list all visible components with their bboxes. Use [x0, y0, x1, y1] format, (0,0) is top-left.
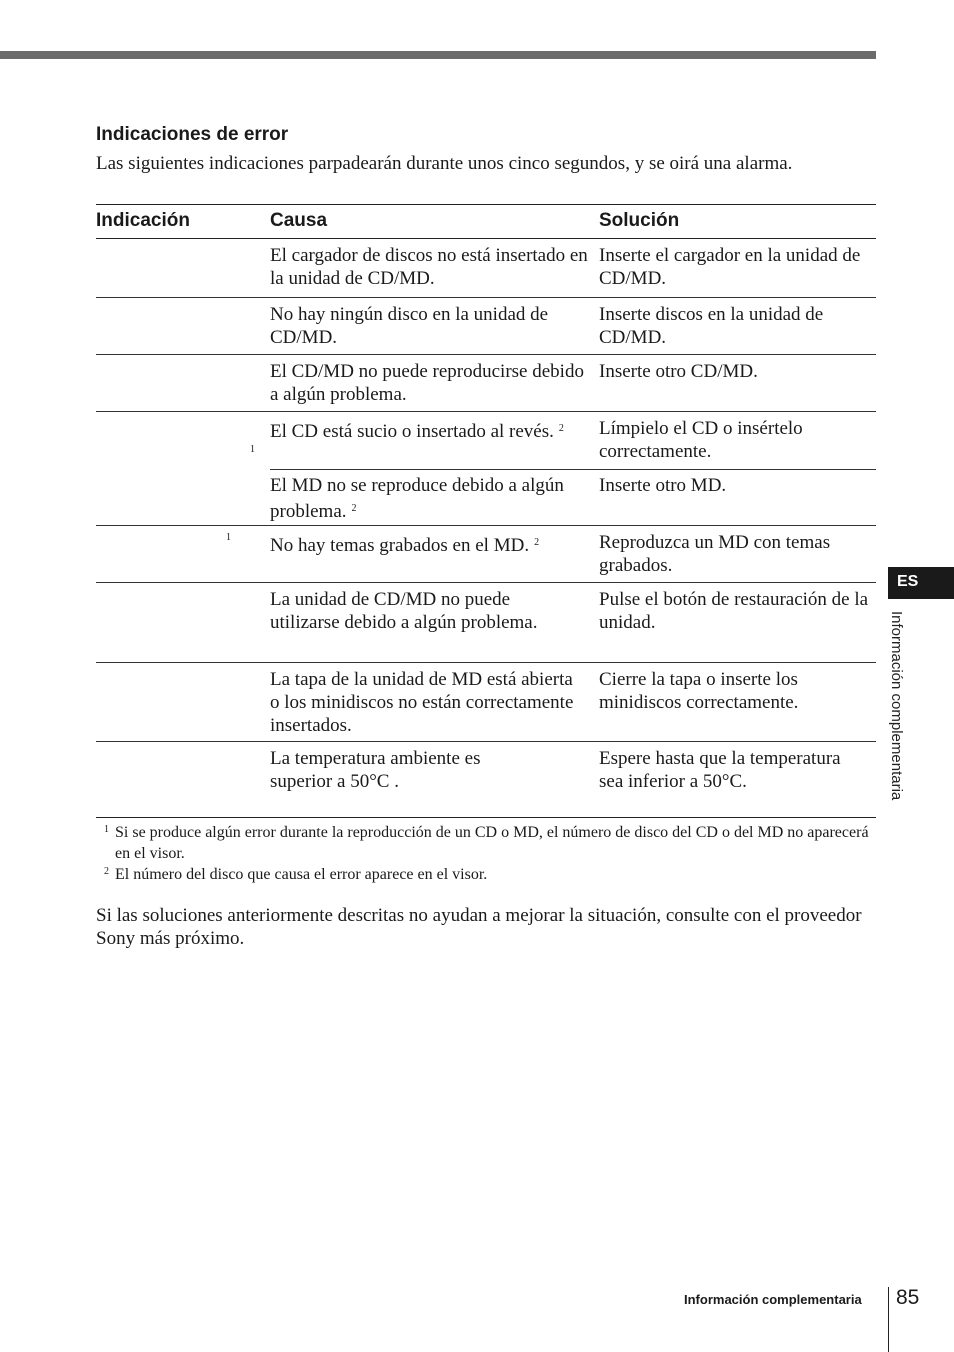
header-cause: Causa: [270, 210, 328, 231]
cause-cell: El CD está sucio o insertado al revés. $^2$: [270, 421, 564, 442]
section-heading: Indicaciones de error: [96, 124, 289, 145]
cause-cell: No hay temas grabados en el MD. $^2$: [270, 535, 540, 556]
cause-cell: El cargador de discos no está insertado en la unidad de CD/MD.: [270, 245, 588, 289]
table-row: [96, 239, 876, 298]
table-row: [96, 526, 876, 583]
footnote-number: 1: [104, 824, 109, 835]
table-row: [96, 412, 876, 469]
cause-cell: La temperatura ambiente es superior a 50°C .: [270, 748, 481, 792]
header-solution: Solución: [599, 210, 680, 231]
table-row-group: [96, 412, 876, 526]
header-indication: Indicación: [96, 210, 190, 231]
footer-divider: [888, 1287, 889, 1352]
table-row: [96, 298, 876, 355]
cause-cell: El MD no se reproduce debido a algún problema. $^2$: [270, 475, 564, 522]
cause-cell: El CD/MD no puede reproducirse debido a algún problema.: [270, 361, 584, 405]
solution-cell: Inserte otro CD/MD.: [599, 361, 758, 382]
cause-cell: La tapa de la unidad de MD está abierta o los minidiscos no están correctamente insertados.: [270, 669, 574, 736]
footnote: [104, 864, 879, 885]
intro-paragraph: Las siguientes indicaciones parpadearán durante unos cinco segundos, y se oirá una alarma.: [96, 153, 793, 174]
solution-cell: Pulse el botón de restauración de la unidad.: [599, 589, 869, 633]
solution-cell: Espere hasta que la temperatura sea inferior a 50°C.: [599, 748, 841, 792]
solution-cell: Inserte discos en la unidad de CD/MD.: [599, 304, 824, 348]
table-row: [96, 583, 876, 663]
footnote-number: 2: [104, 866, 109, 877]
footnote-ref: 2: [558, 423, 564, 434]
solution-cell: Límpielo el CD o insértelo correctamente.: [599, 418, 803, 462]
footnote-text: El número del disco que causa el error aparece en el visor.: [115, 866, 488, 883]
footnote-text: Si se produce algún error durante la reproducción de un CD o MD, el número de disco del CD o del MD no aparecerá en el visor.: [115, 824, 869, 862]
solution-cell: Cierre la tapa o inserte los minidiscos correctamente.: [599, 669, 799, 713]
indication-footnote-mark: 1: [250, 444, 255, 455]
table-row: [96, 469, 876, 525]
table-row: [96, 663, 876, 742]
cause-cell: No hay ningún disco en la unidad de CD/MD.: [270, 304, 549, 348]
table-row: [96, 355, 876, 412]
side-section-label: Información complementaria: [888, 611, 905, 801]
language-tab: ES: [888, 567, 954, 599]
error-table: [96, 204, 876, 818]
solution-cell: Reproduzca un MD con temas grabados.: [599, 532, 831, 576]
cause-cell: La unidad de CD/MD no puede utilizarse debido a algún problema.: [270, 589, 538, 633]
footnote-ref: 2: [351, 503, 357, 514]
footnote-ref: 2: [534, 537, 540, 548]
footer-section-label: Información complementaria: [684, 1292, 862, 1307]
footnote: [104, 822, 879, 864]
solution-cell: Inserte el cargador en la unidad de CD/MD.: [599, 245, 861, 289]
page-number: 85: [896, 1286, 920, 1309]
top-rule: [0, 51, 876, 59]
indication-footnote-mark: 1: [226, 532, 231, 543]
solution-cell: Inserte otro MD.: [599, 475, 727, 496]
closing-paragraph: Si las soluciones anteriormente descritas no ayudan a mejorar la situación, consulte con el proveedor Sony más próximo.: [96, 905, 862, 949]
table-header: [96, 204, 876, 239]
table-row: [96, 742, 876, 818]
footnotes: [104, 822, 879, 885]
